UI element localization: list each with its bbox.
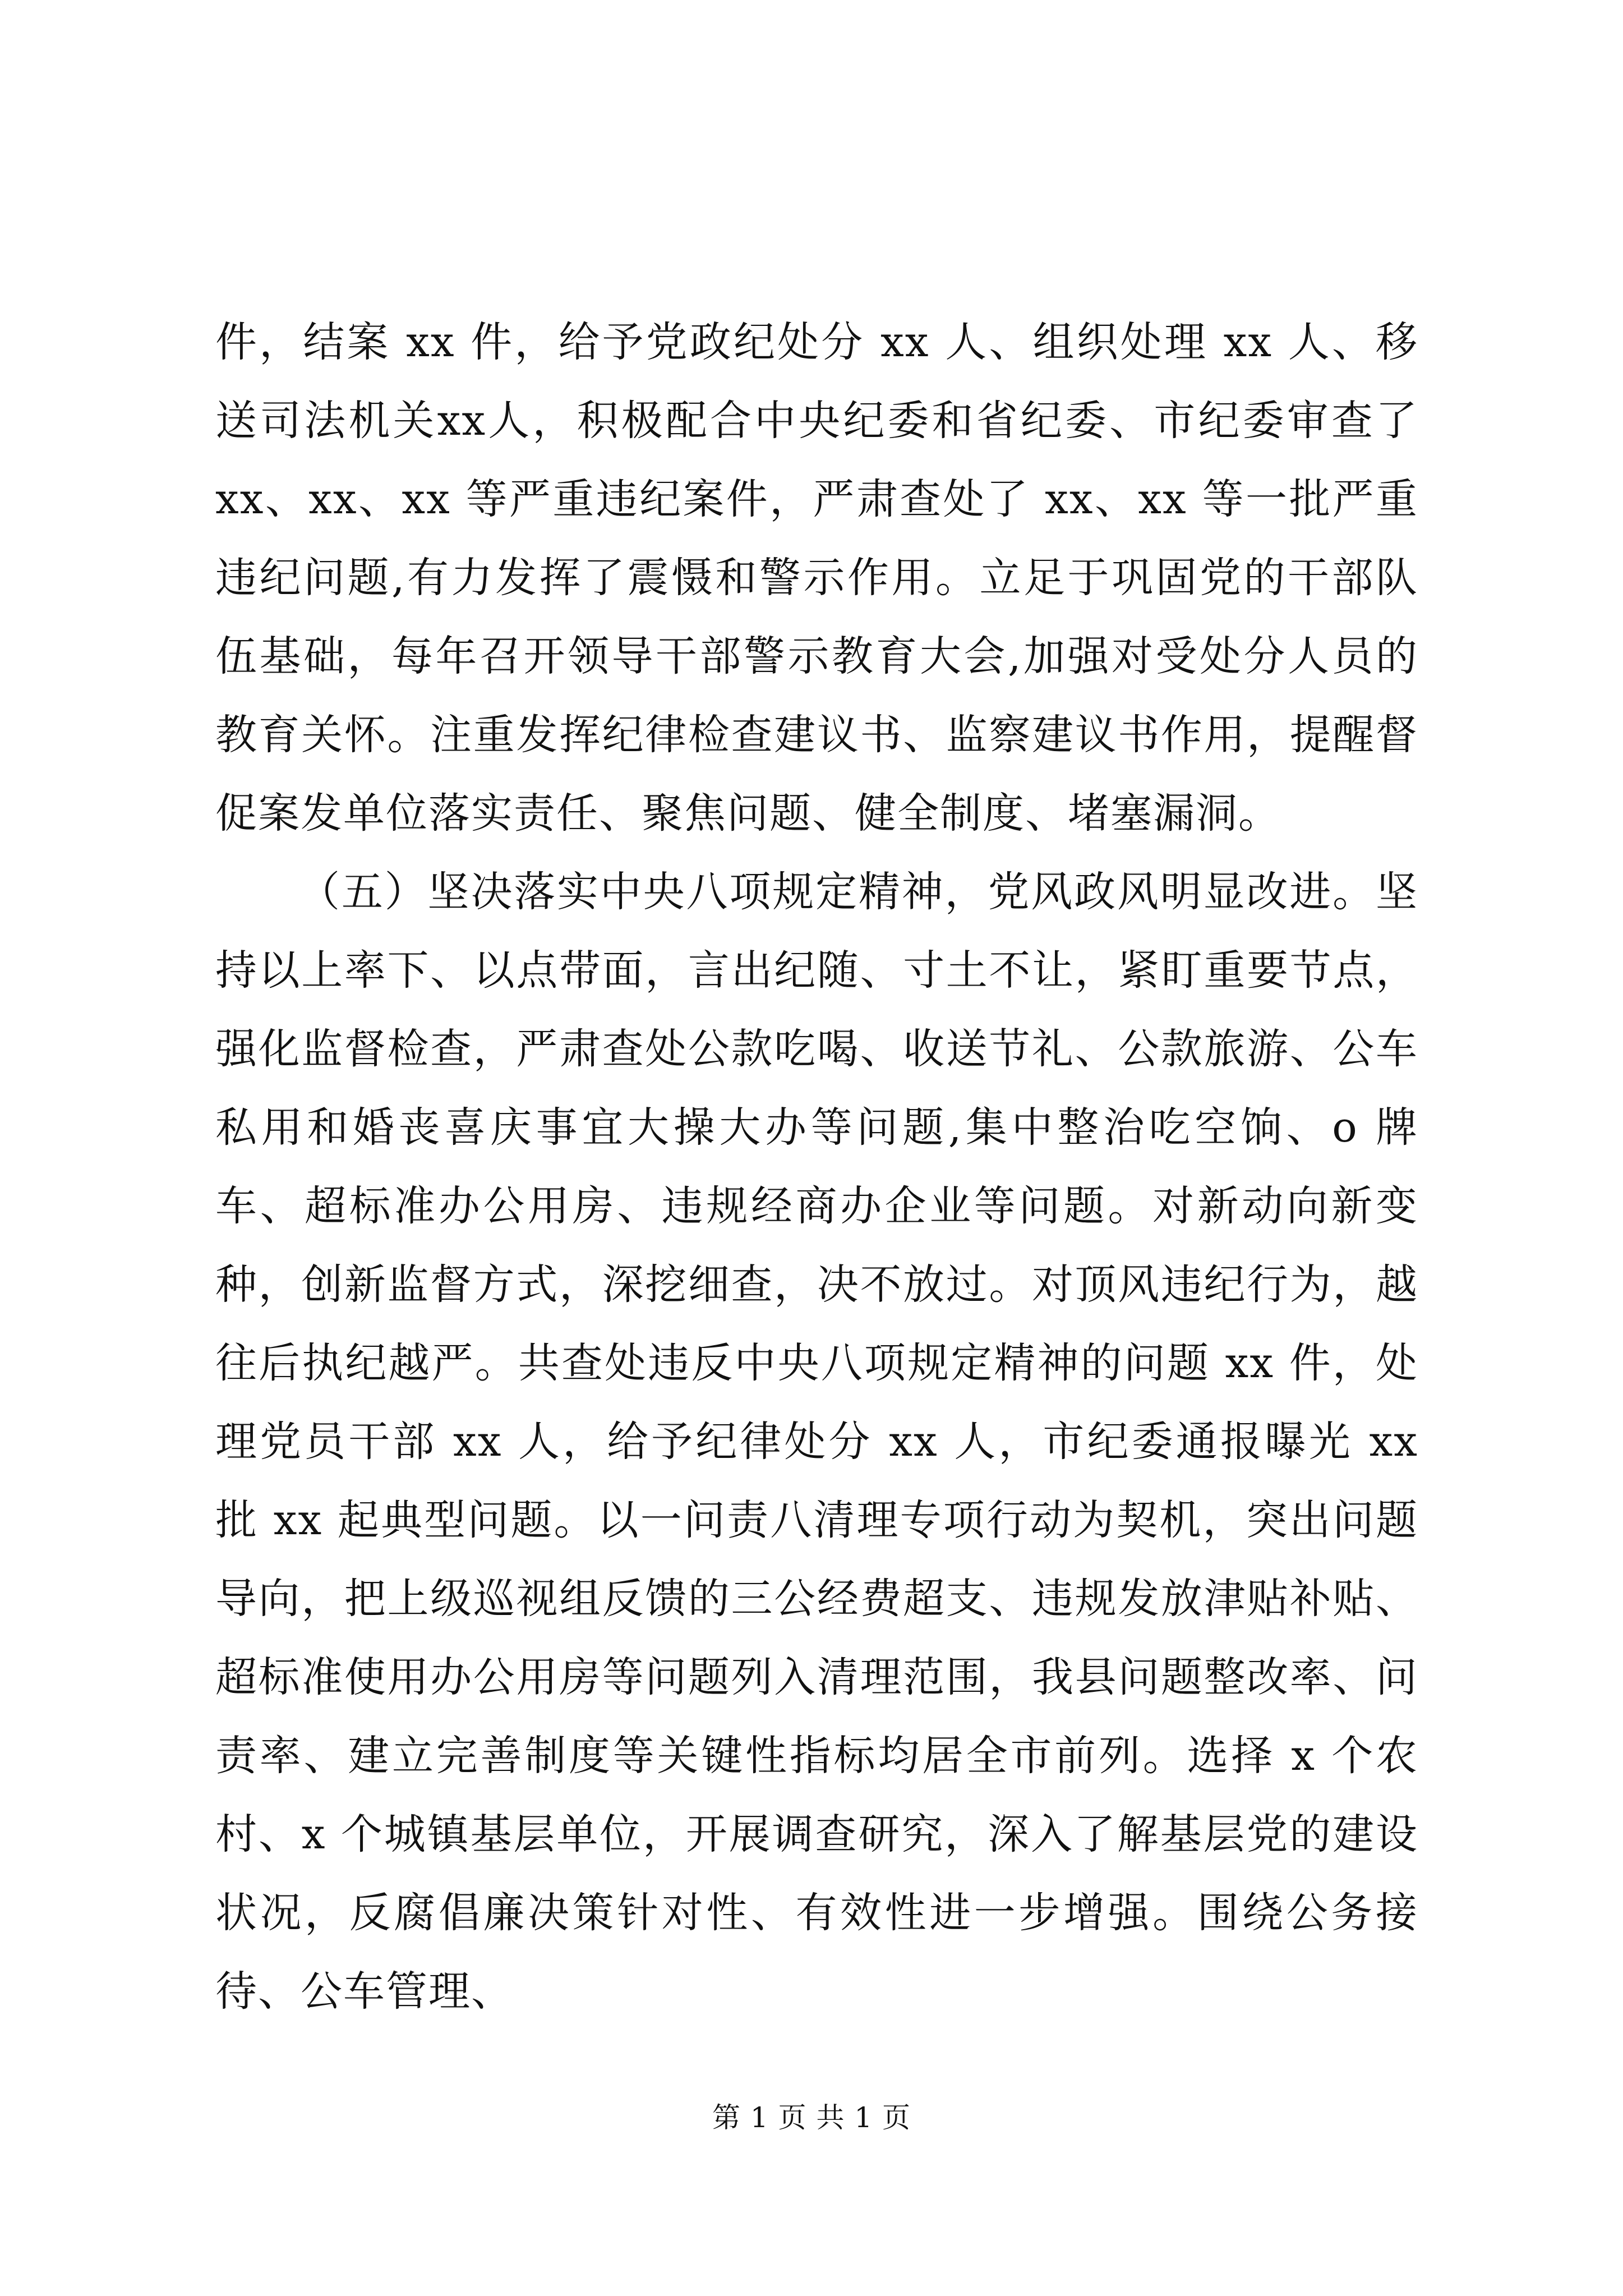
page-footer: 第 1 页 共 1 页 (712, 2101, 911, 2134)
document-body (215, 303, 1418, 2031)
paragraph-1: 件，结案 xx 件，给予党政纪处分 xx 人、组织处理 xx 人、移送司法机关xx人，积极配合中央纪委和省纪委、市纪委审查了 xx、xx、xx 等严重违纪案件，严肃查处了 xx、xx 等一批严重违纪问题,有力发挥了震慑和警示作用。立足于巩固党的干部队伍基础，每年召开领导干部警示教育大会,加强对受处分人员的教育关怀。注重发挥纪律检查建议书、监察建议书作用，提醒督促案发单位落实责任、聚焦问题、健全制度、堵塞漏洞。 (215, 318, 1418, 838)
paragraph-2: （五）坚决落实中央八项规定精神，党风政风明显改进。坚持以上率下、以点带面，言出纪随、寸土不让，紧盯重要节点，强化监督检查，严肃查处公款吃喝、收送节礼、公款旅游、公车私用和婚丧喜庆事宜大操大办等问题,集中整治吃空饷、o 牌车、超标准办公用房、违规经商办企业等问题。对新动向新变种，创新监督方式，深挖细查，决不放过。对顶风违纪行为，越往后执纪越严。共查处违反中央八项规定精神的问题 xx 件，处理党员干部 xx 人，给予纪律处分 xx 人，市纪委通报曝光 xx 批 xx 起典型问题。以一问责八清理专项行动为契机，突出问题导向，把上级巡视组反馈的三公经费超支、违规发放津贴补贴、超标准使用办公用房等问题列入清理范围，我县问题整改率、问责率、建立完善制度等关键性指标均居全市前列。选择 x 个农村、x 个城镇基层单位，开展调查研究，深入了解基层党的建设状况，反腐倡廉决策针对性、有效性进一步增强。围绕公务接待、公车管理、 (215, 868, 1418, 2016)
